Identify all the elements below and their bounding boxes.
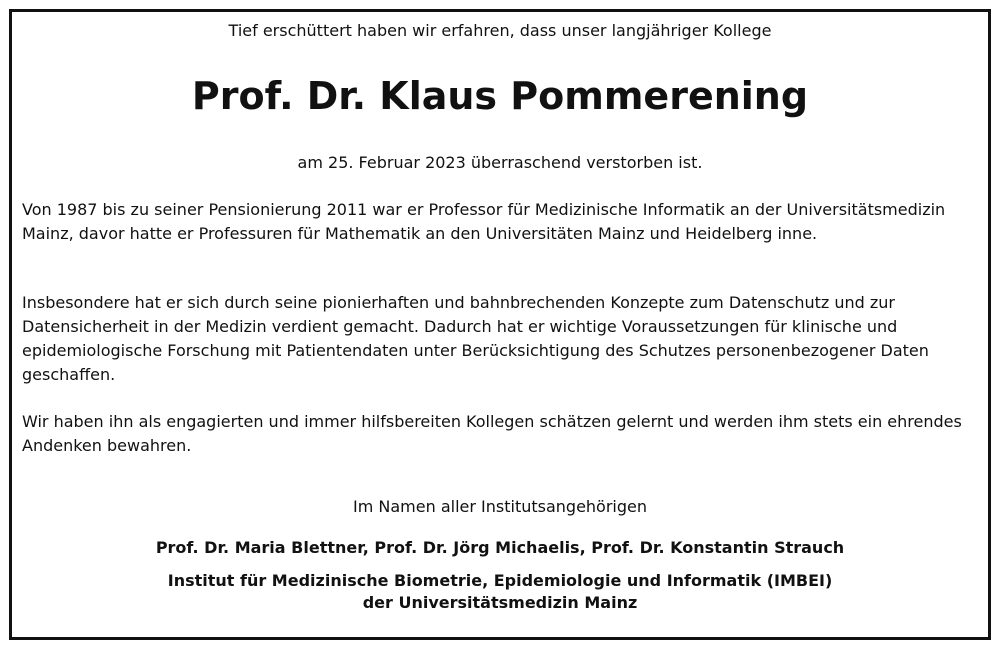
institute-name-line: Institut für Medizinische Biometrie, Epidemiologie und Informatik (IMBEI) (167, 571, 833, 590)
remembrance-paragraph: Wir haben ihn als engagierten und immer hilfsbereiten Kollegen schätzen gelernt und werden ihm stets ein ehrendes Andenken bewahren. (22, 412, 962, 455)
achievements-paragraph: Insbesondere hat er sich durch seine pionierhaften und bahnbrechenden Konzepte zum Datenschutz und zur Datensicherheit in der Medizin verdient gemacht. Dadurch hat er wichtige Voraussetzungen für klinische und epidemiologische Forschung mit Patientendaten unter Berücksichtigung des Schutzes personenbezogener Daten geschaffen. (22, 293, 929, 384)
intro-text: Tief erschüttert haben wir erfahren, dass unser langjähriger Kollege (228, 21, 772, 40)
signers-names: Prof. Dr. Maria Blettner, Prof. Dr. Jörg Michaelis, Prof. Dr. Konstantin Strauch (155, 538, 845, 557)
institute-affiliation-line: der Universitätsmedizin Mainz (362, 593, 638, 612)
career-paragraph: Von 1987 bis zu seiner Pensionierung 2011 war er Professor für Medizinische Informatik an der Universitätsmedizin Mainz, davor hatte er Professuren für Mathematik an den Universitäten Mainz und Heidelberg inne. (22, 200, 946, 243)
date-of-death-text: am 25. Februar 2023 überraschend verstorben ist. (297, 153, 703, 172)
deceased-name-heading: Prof. Dr. Klaus Pommerening (191, 74, 809, 118)
on-behalf-text: Im Namen aller Institutsangehörigen (353, 497, 647, 516)
institute-block (0, 570, 1000, 614)
